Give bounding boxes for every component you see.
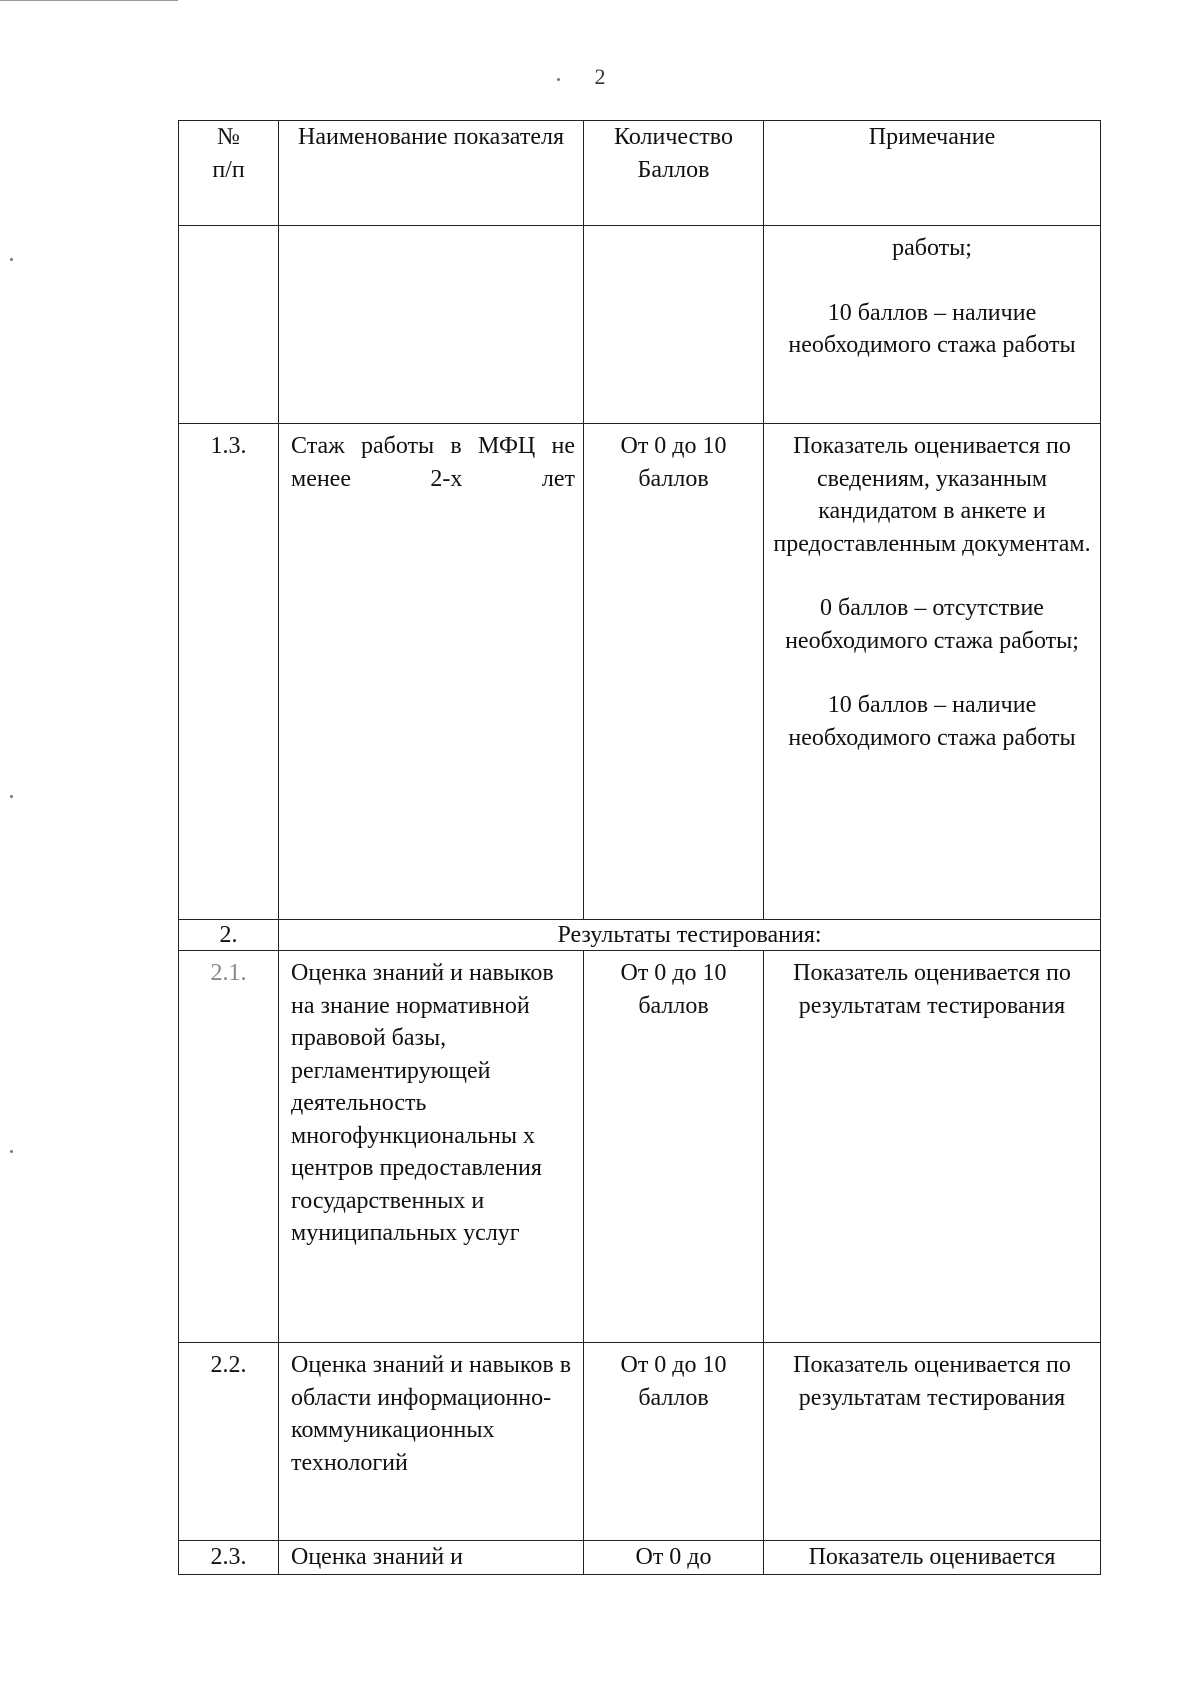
table-header-row (179, 121, 1101, 226)
page-number: 2 (594, 64, 606, 89)
note-paragraph: 10 баллов – наличие необходимого стажа работы (788, 692, 1076, 751)
header-num: № п/п (179, 121, 279, 226)
row-num (179, 226, 279, 424)
scan-speck (10, 258, 13, 261)
row-points: От 0 до 10 баллов (584, 951, 764, 1343)
row-name: Оценка знаний и (279, 1541, 584, 1575)
section-row (179, 920, 1101, 951)
top-edge-rule (0, 0, 178, 1)
row-num: 2.1. (179, 951, 279, 1343)
row-num: 1.3. (179, 424, 279, 920)
note-paragraph: работы; (892, 235, 972, 261)
section-title: Результаты тестирования: (279, 920, 1101, 951)
criteria-table (178, 120, 1101, 1575)
row-name (279, 226, 584, 424)
row-points: От 0 до 10 баллов (584, 1343, 764, 1541)
row-points (584, 226, 764, 424)
table-row (179, 226, 1101, 424)
row-num: 2.3. (179, 1541, 279, 1575)
row-points: От 0 до (584, 1541, 764, 1575)
row-name: Оценка знаний и навыков на знание нормативной правовой базы, регламентирующей деятельность многофункциональны х центров предоставления государственных и муниципальных услуг (279, 951, 584, 1343)
scan-speck (557, 78, 560, 81)
table-row (179, 951, 1101, 1343)
row-num: 2.2. (179, 1343, 279, 1541)
scan-speck (10, 795, 13, 798)
note-paragraph: 10 баллов – наличие необходимого стажа работы (788, 299, 1076, 358)
header-note: Примечание (764, 121, 1101, 226)
row-note: Показатель оценивается (764, 1541, 1101, 1575)
section-num: 2. (179, 920, 279, 951)
row-note (764, 424, 1101, 920)
row-name: Стаж работы в МФЦ не менее 2-х лет (279, 424, 584, 920)
row-note: Показатель оценивается по результатам тестирования (764, 951, 1101, 1343)
row-note (764, 226, 1101, 424)
note-paragraph: 0 баллов – отсутствие необходимого стажа работы; (785, 595, 1079, 654)
row-note: Показатель оценивается по результатам тестирования (764, 1343, 1101, 1541)
header-name: Наименование показателя (279, 121, 584, 226)
row-points: От 0 до 10 баллов (584, 424, 764, 920)
table-row (179, 424, 1101, 920)
scan-speck (10, 1150, 13, 1153)
header-points: Количество Баллов (584, 121, 764, 226)
table-row (179, 1541, 1101, 1575)
table-row (179, 1343, 1101, 1541)
note-paragraph: Показатель оценивается по сведениям, указанным кандидатом в анкете и предоставленным документам. (773, 433, 1091, 557)
row-name: Оценка знаний и навыков в области информационно-коммуникационных технологий (279, 1343, 584, 1541)
